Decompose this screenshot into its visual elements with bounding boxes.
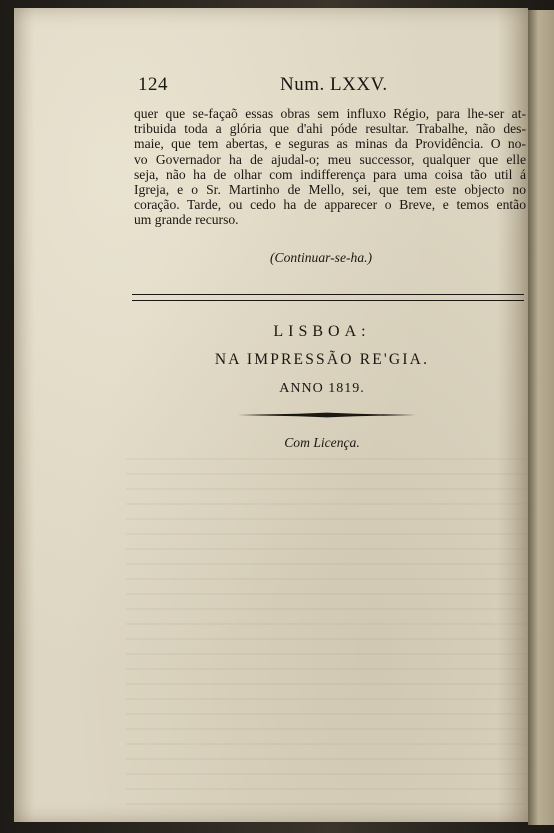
book-page (14, 8, 528, 822)
imprint-city: LISBOA: (273, 323, 371, 340)
text-line: vo Governador ha de ajudal-o; meu successor, qualquer que elle (134, 151, 526, 167)
text-line: coração. Tarde, ou cedo ha de apparecer o Breve, e temos então (134, 197, 526, 213)
continuation-note: (Continuar-se-ha.) (270, 250, 373, 265)
text-line: Igreja, e o Sr. Martinho de Mello, sei, que tem este objecto no (134, 182, 526, 198)
text-line: tribuida toda a glória que d'ahi póde resultar. Trabalhe, não des- (134, 121, 526, 137)
text-line: quer que se-façaõ essas obras sem influxo Régio, para lhe-ser at- (134, 106, 526, 121)
page-number: 124 (138, 74, 168, 95)
text-line: um grande recurso. (134, 212, 239, 228)
running-title: Num. LXXV. (280, 74, 388, 95)
license-line: Com Licença. (284, 435, 360, 450)
double-rule-divider (132, 294, 524, 301)
imprint-press: NA IMPRESSÃO RE'GIA. (214, 351, 430, 368)
imprint-year: ANNO 1819. (279, 381, 365, 396)
text-line: seja, não ha de olhar com indifferença para uma coisa tão util á (134, 166, 526, 182)
adjacent-page-edge (528, 10, 554, 825)
ornamental-rule (238, 412, 416, 418)
page-header (138, 74, 528, 100)
body-paragraph (134, 106, 526, 228)
show-through-texture (126, 458, 526, 818)
text-line: maie, que tem abertas, e seguras as minas da Providência. O no- (134, 136, 526, 152)
